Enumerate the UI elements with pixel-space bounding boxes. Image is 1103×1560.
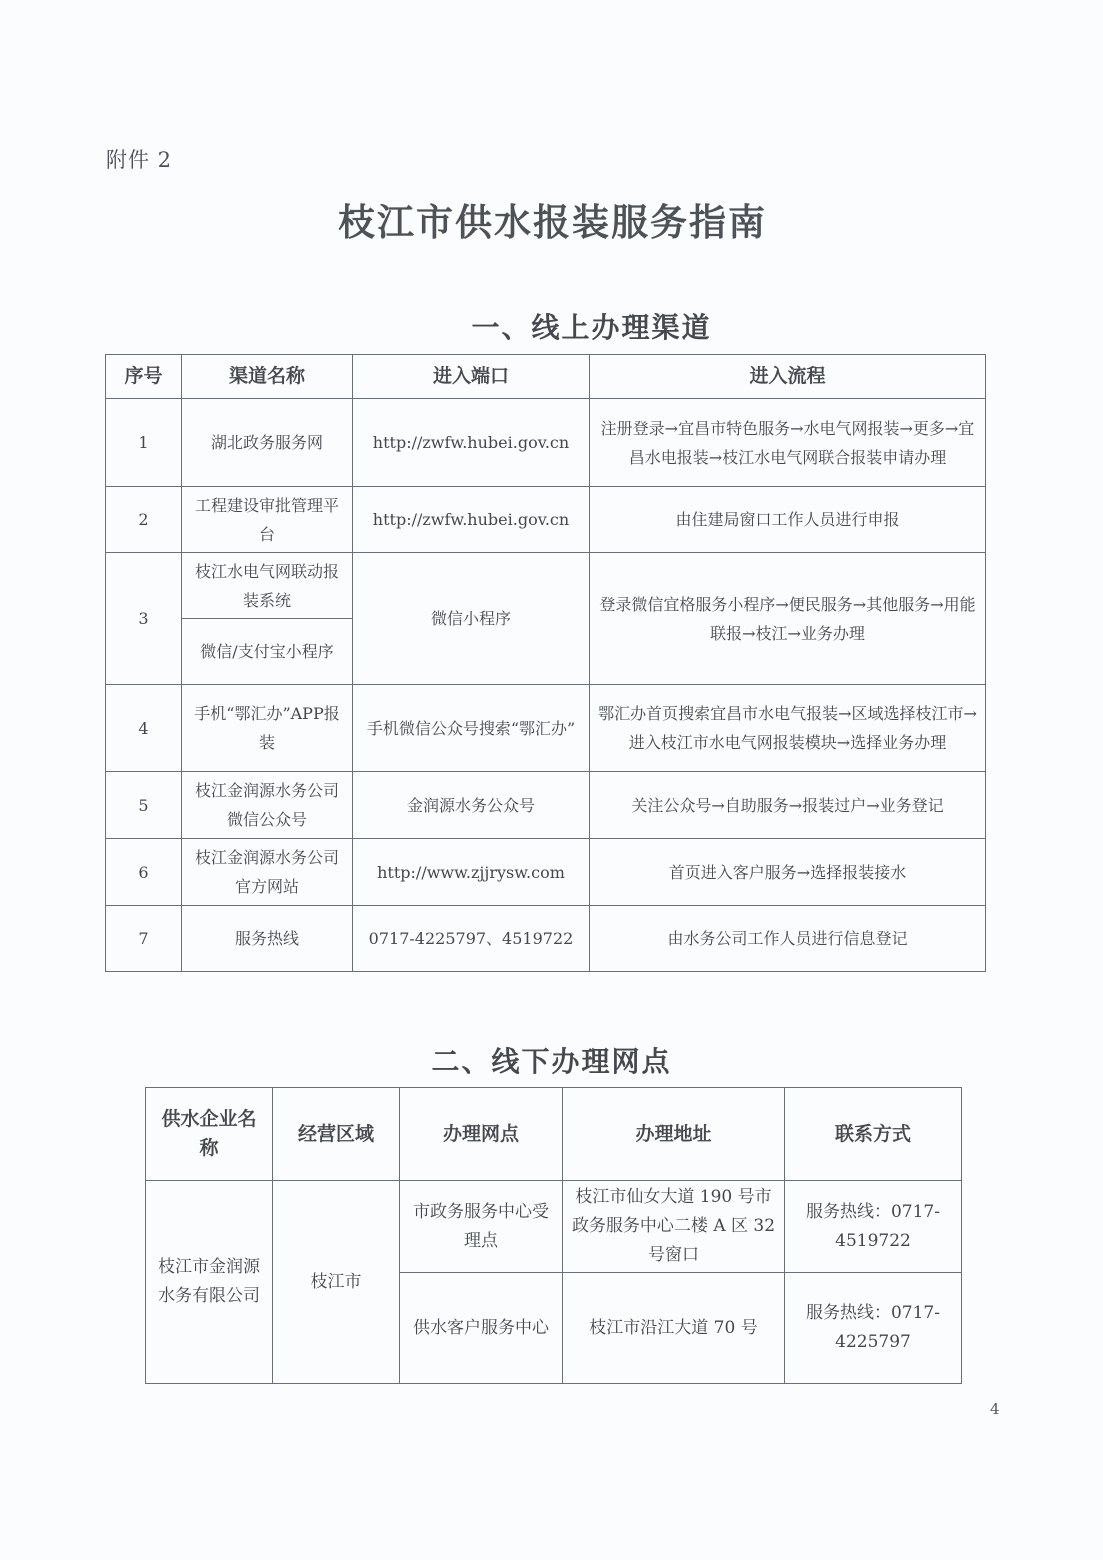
header-outlet: 办理网点 [400, 1088, 563, 1181]
row-seq: 4 [106, 685, 182, 772]
row-process: 由水务公司工作人员进行信息登记 [590, 906, 986, 972]
header-contact: 联系方式 [785, 1088, 962, 1181]
outlet-name: 供水客户服务中心 [400, 1273, 563, 1384]
table-row [106, 553, 986, 619]
row-portal: http://www.zjjrysw.com [353, 839, 590, 906]
row-process: 注册登录→宜昌市特色服务→水电气网报装→更多→宜昌水电报装→枝江水电气网联合报装申请办理 [590, 399, 986, 487]
table-row [106, 839, 986, 906]
table-row [106, 906, 986, 972]
page-number: 4 [990, 1400, 1000, 1418]
row-process: 鄂汇办首页搜索宜昌市水电气报装→区域选择枝江市→进入枝江市水电气网报装模块→选择业务办理 [590, 685, 986, 772]
row-seq: 3 [106, 553, 182, 685]
row-channel-b: 微信/支付宝小程序 [182, 619, 353, 685]
header-seq: 序号 [106, 355, 182, 399]
outlet-contact: 服务热线：0717-4519722 [785, 1181, 962, 1273]
row-portal: http://zwfw.hubei.gov.cn [353, 399, 590, 487]
operating-area: 枝江市 [273, 1181, 400, 1384]
row-process: 首页进入客户服务→选择报装接水 [590, 839, 986, 906]
row-seq: 5 [106, 772, 182, 839]
table-row [106, 772, 986, 839]
outlet-contact: 服务热线：0717-4225797 [785, 1273, 962, 1384]
section2-heading: 二、线下办理网点 [431, 1045, 672, 1078]
table-row [106, 487, 986, 553]
row-portal: 0717-4225797、4519722 [353, 906, 590, 972]
attachment-label: 附件 2 [106, 148, 173, 172]
table-header-row [146, 1088, 962, 1181]
document-title: 枝江市供水报装服务指南 [338, 201, 767, 244]
section1-heading: 一、线上办理渠道 [471, 311, 712, 344]
row-seq: 7 [106, 906, 182, 972]
row-process: 关注公众号→自助服务→报装过户→业务登记 [590, 772, 986, 839]
row-portal: 手机微信公众号搜索“鄂汇办” [353, 685, 590, 772]
row-channel: 手机“鄂汇办”APP报装 [182, 685, 353, 772]
header-process: 进入流程 [590, 355, 986, 399]
header-portal: 进入端口 [353, 355, 590, 399]
header-channel: 渠道名称 [182, 355, 353, 399]
row-portal: 金润源水务公众号 [353, 772, 590, 839]
row-process: 由住建局窗口工作人员进行申报 [590, 487, 986, 553]
row-channel: 工程建设审批管理平台 [182, 487, 353, 553]
row-portal: http://zwfw.hubei.gov.cn [353, 487, 590, 553]
online-channels-table [105, 354, 986, 972]
row-channel: 枝江金润源水务公司官方网站 [182, 839, 353, 906]
offline-outlets-table [145, 1087, 962, 1384]
outlet-name: 市政务服务中心受理点 [400, 1181, 563, 1273]
row-channel: 枝江金润源水务公司微信公众号 [182, 772, 353, 839]
row-seq: 1 [106, 399, 182, 487]
table-row [106, 685, 986, 772]
header-company: 供水企业名称 [146, 1088, 273, 1181]
header-address: 办理地址 [563, 1088, 785, 1181]
outlet-address: 枝江市仙女大道 190 号市政务服务中心二楼 A 区 32 号窗口 [563, 1181, 785, 1273]
outlet-address: 枝江市沿江大道 70 号 [563, 1273, 785, 1384]
row-portal: 微信小程序 [353, 553, 590, 685]
row-channel: 枝江水电气网联动报装系统 [182, 553, 353, 619]
table-row [146, 1181, 962, 1273]
company-name: 枝江市金润源水务有限公司 [146, 1181, 273, 1384]
table-row [106, 399, 986, 487]
header-area: 经营区域 [273, 1088, 400, 1181]
row-channel: 湖北政务服务网 [182, 399, 353, 487]
row-channel: 服务热线 [182, 906, 353, 972]
row-seq: 2 [106, 487, 182, 553]
row-seq: 6 [106, 839, 182, 906]
table-header-row [106, 355, 986, 399]
row-process: 登录微信宜格服务小程序→便民服务→其他服务→用能联报→枝江→业务办理 [590, 553, 986, 685]
